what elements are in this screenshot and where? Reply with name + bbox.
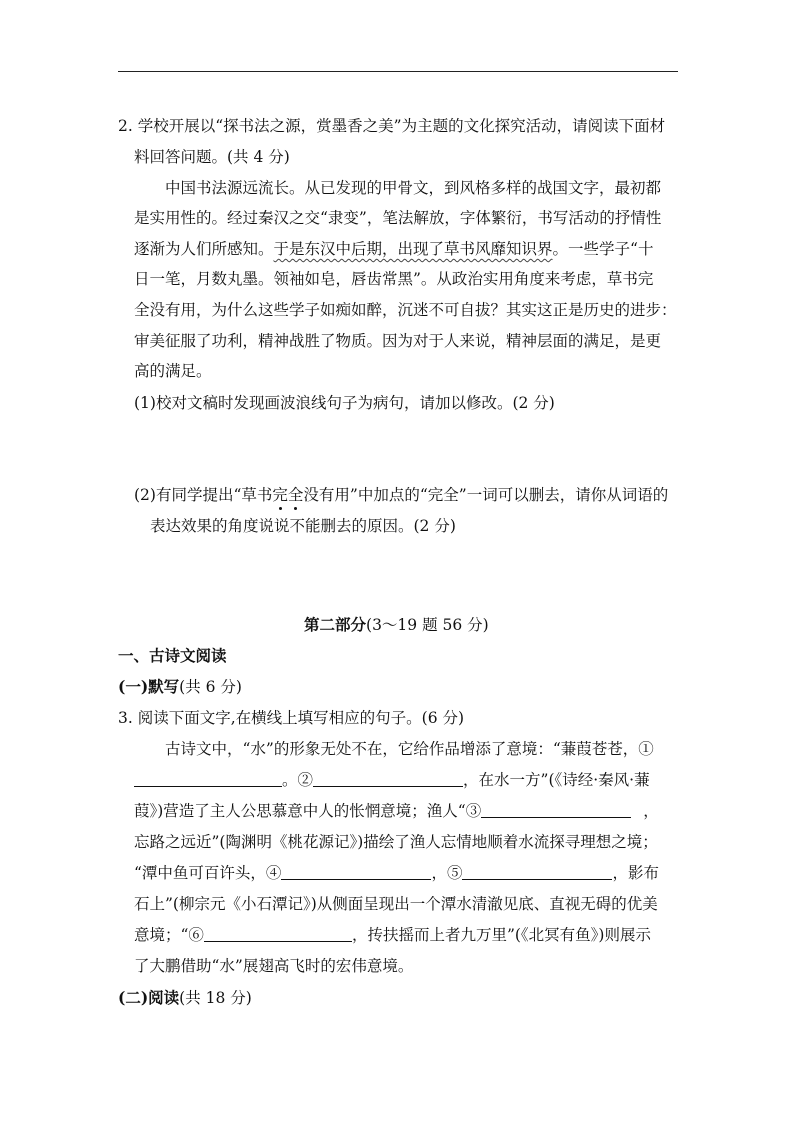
q2-stem-line1: 2. 学校开展以“探书法之源，赏墨香之美”为主题的文化探究活动，请阅读下面材 [118,117,666,135]
dotted-char-2: 全 [287,486,304,504]
q3-line-3-start: 葭》)营造了主人公思慕意中人的怅惘意境；渔人“③ [134,802,482,820]
subsection-a-heading [118,677,242,697]
q3-line-7 [134,925,651,945]
q3-line-2-mid: 。② [282,771,314,789]
answer-blank-4[interactable] [281,863,431,880]
passage-line-1: 中国书法源远流长。从已发现的甲骨文，到风格多样的战国文字，最初都 [165,179,662,197]
q3-stem: 3. 阅读下面文字,在横线上填写相应的句子。(6 分) [118,709,465,727]
q2-sub2-line1 [134,485,668,505]
passage-line-3-start: 逐渐为人们所感知。 [134,240,274,258]
q2-sub2-line2: 表达效果的角度说说不能删去的原因。(2 分) [150,517,456,535]
q3-line-7-end: ，抟扶摇而上者九万里”(《北冥有鱼》)则展示 [351,926,651,944]
passage-line-3 [134,239,653,259]
q2-sub2-end: 没有用”中加点的“完全”一词可以删去，请你从词语的 [303,486,669,504]
subsection-b-title: (二)阅读 [118,988,180,1007]
q3-line-5-start: “潭中鱼可百许头，④ [134,864,282,882]
q3-line-3 [134,801,659,821]
part2-title [304,615,489,635]
subsection-b-points: (共 18 分) [179,989,252,1007]
q3-line-5 [134,863,659,883]
answer-blank-1[interactable] [134,770,282,787]
passage-line-3-end: 。一些学子“十 [552,240,654,258]
passage-line-5: 全没有用，为什么这些学子如痴如醉，沉迷不可自拔？其实这正是历史的进步： [134,301,677,319]
passage-line-2: 是实用性的。经过秦汉之交“隶变”，笔法解放，字体繁衍，书写活动的抒情性 [134,209,662,227]
q3-line-3-end: ， [643,802,659,820]
subsection-a-title: (一)默写 [118,677,180,696]
dotted-char-1: 完 [272,486,288,504]
answer-blank-2[interactable] [313,770,463,787]
passage-line-4: 日一笔，月数丸墨。领袖如皂，唇齿常黑”。从政治实用角度来考虑，草书完 [134,270,654,288]
passage-line-6: 审美征服了功利，精神战胜了物质。因为对于人来说，精神层面的满足，是更 [134,332,662,350]
q3-line-5-mid: ，⑤ [431,864,463,882]
q3-line-8: 了大鹏借助“水”展翅高飞时的宏伟意境。 [134,957,414,975]
answer-blank-3[interactable] [481,801,631,818]
wavy-underlined-sentence: 于是东汉中后期，出现了草书风靡知识界 [273,240,553,258]
q3-line-5-end: ，影布 [612,864,659,882]
q3-line-7-start: 意境；“⑥ [134,926,204,944]
q3-line-2 [134,770,650,790]
section-1-heading: 一、古诗文阅读 [118,646,227,665]
q3-line-4: 忘路之远近”(陶渊明《桃花源记》)描绘了渔人忘情地顺着水流探寻理想之境； [134,833,658,851]
answer-blank-5[interactable] [462,863,612,880]
q2-sub2-start: (2)有同学提出“草书 [134,486,273,504]
subsection-a-points: (共 6 分) [179,678,242,696]
q2-stem-line2: 料回答问题。(共 4 分) [134,148,290,166]
subsection-b-heading [118,988,252,1008]
q3-line-6: 石上”(柳宗元《小石潭记》)从侧面呈现出一个潭水清澈见底、直视无碍的优美 [134,895,658,913]
part2-title-bold: 第二部分 [304,615,367,634]
q3-line-1: 古诗文中，“水”的形象无处不在，它给作品增添了意境：“蒹葭苍苍，① [165,740,654,758]
passage-line-7: 高的满足。 [134,362,212,380]
part2-title-range: (3～19 题 56 分) [366,616,489,634]
q3-line-2-end: ，在水一方”(《诗经·秦风·蒹 [463,771,650,789]
header-rule [118,71,678,72]
q2-sub1: (1)校对文稿时发现画波浪线句子为病句，请加以修改。(2 分) [134,394,555,412]
answer-blank-6[interactable] [204,925,352,942]
